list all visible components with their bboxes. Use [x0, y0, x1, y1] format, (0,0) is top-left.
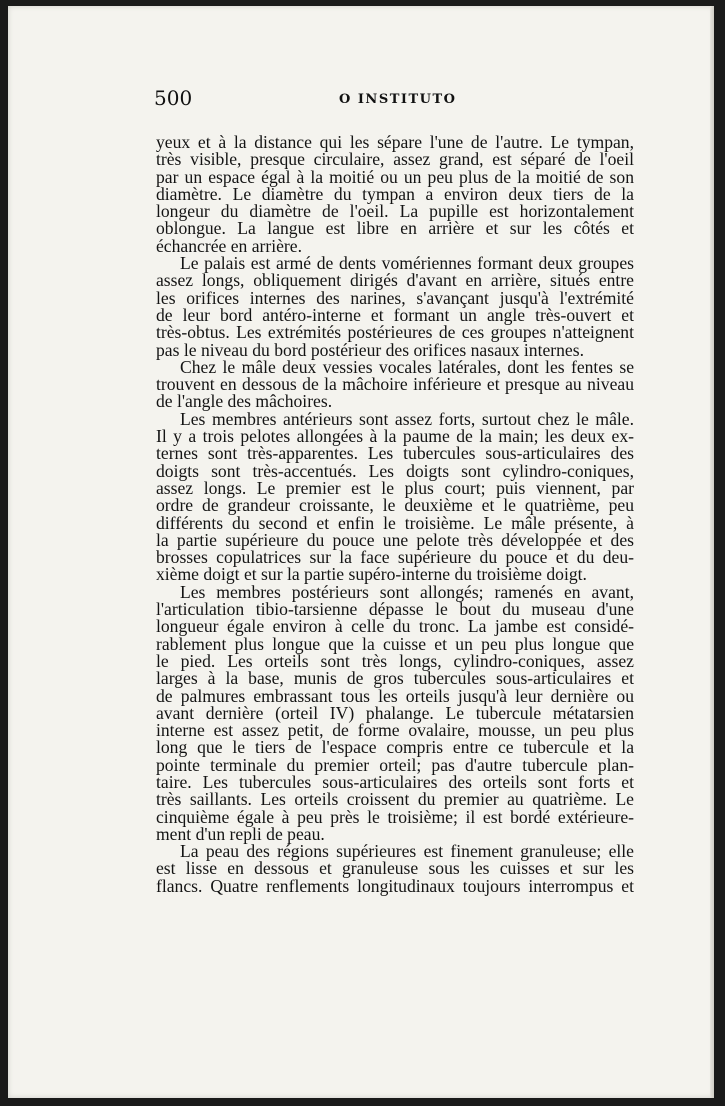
body-text — [156, 134, 634, 895]
text-line: très visible, presque circulaire, assez grand, est séparé de l'oeil — [156, 149, 634, 170]
text-line: xième doigt et sur la partie supéro-interne du troisième doigt. — [156, 564, 587, 585]
text-line: de palmures embrassant tous les orteils jusqu'à leur dernière ou — [156, 685, 634, 706]
text-line: différents du second et enfin le troisième. Le mâle présente, à — [156, 512, 634, 533]
paragraph-start: Chez le mâle deux vessies vocales latérales, dont les fentes se — [180, 356, 634, 377]
paragraph-start: Les membres postérieurs sont allongés; ramenés en avant, — [180, 581, 634, 602]
text-line: longueur égale environ à celle du tronc. La jambe est considé- — [156, 616, 634, 637]
text-line: le pied. Les orteils sont très longs, cylindro-coniques, assez — [156, 650, 634, 671]
text-line: yeux et à la distance qui les sépare l'une de l'autre. Le tympan, — [156, 132, 634, 152]
text-line: l'articulation tibio-tarsienne dépasse le bout du museau d'une — [156, 599, 634, 620]
text-line: par un espace égal à la moitié ou un peu plus de la moitié de son — [156, 166, 634, 187]
text-line: pas le niveau du bord postérieur des orifices nasaux internes. — [156, 339, 584, 360]
text-line: doigts sont très-accentués. Les doigts sont cylindro-coniques, — [156, 460, 634, 481]
text-line: flancs. Quatre renflements longitudinaux toujours interrompus et — [156, 875, 634, 896]
text-line: longeur du diamètre de l'oeil. La pupille est horizontalement — [156, 201, 634, 222]
text-line: les orifices internes des narines, s'avançant jusqu'à l'extrémité — [156, 287, 634, 308]
text-line: brosses copulatrices sur la face supérieure du pouce et du deu- — [156, 547, 634, 568]
text-line: la partie supérieure du pouce une pelote très développée et des — [156, 529, 634, 550]
text-line: est lisse en dessous et granuleuse sous les cuisses et sur les — [156, 858, 634, 879]
text-line: avant dernière (orteil IV) phalange. Le tubercule métatarsien — [156, 702, 634, 723]
text-line: de l'angle des mâchoires. — [156, 391, 333, 412]
text-line: long que le tiers de l'espace compris entre ce tubercule et la — [156, 737, 634, 758]
text-line: ordre de grandeur croissante, le deuxième et le quatrième, peu — [156, 495, 634, 516]
text-line: de leur bord antéro-interne et formant un angle très-ouvert et — [156, 304, 634, 325]
text-line: assez longs, obliquement dirigés d'avant en arrière, situés entre — [156, 270, 634, 291]
text-line: échancrée en arrière. — [156, 235, 302, 256]
text-line: ternes sont très-apparentes. Les tubercules sous-articulaires des — [156, 443, 634, 464]
text-line: très saillants. Les orteils croissent du premier au quatrième. Le — [156, 789, 634, 810]
running-title: O INSTITUTO — [339, 92, 457, 107]
document-page — [8, 6, 714, 1098]
text-line: pointe terminale du premier orteil; pas d'autre tubercule plan- — [156, 754, 634, 775]
text-line: assez longs. Le premier est le plus court; puis viennent, par — [156, 477, 634, 498]
paragraph-start: Les membres antérieurs sont assez forts, surtout chez le mâle. — [180, 408, 634, 429]
text-line: oblongue. La langue est libre en arrière et sur les côtés et — [156, 218, 634, 239]
paragraph-start: La peau des régions supérieures est finement granuleuse; elle — [180, 841, 634, 862]
text-line: cinquième égale à peu près le troisième; il est bordé extérieure- — [156, 806, 634, 827]
text-line: ment d'un repli de peau. — [156, 823, 325, 844]
page-number: 500 — [154, 86, 193, 110]
text-line: interne est assez petit, de forme ovalaire, mousse, un peu plus — [156, 720, 634, 741]
text-line: trouvent en dessous de la mâchoire inférieure et presque au niveau — [156, 374, 634, 395]
paragraph-start: Le palais est armé de dents vomériennes formant deux groupes — [180, 253, 634, 274]
text-line: très-obtus. Les extrémités postérieures de ces groupes n'atteignent — [156, 322, 634, 343]
text-line: taire. Les tubercules sous-articulaires des orteils sont forts et — [156, 771, 634, 792]
text-line: Il y a trois pelotes allongées à la paume de la main; les deux ex- — [156, 426, 634, 447]
text-line: diamètre. Le diamètre du tympan a environ deux tiers de la — [156, 183, 634, 204]
text-line: larges à la base, munis de gros tubercules sous-articulaires et — [156, 668, 634, 689]
scan-edge — [710, 6, 714, 1098]
page-header — [154, 86, 634, 116]
text-line: rablement plus longue que la cuisse et un peu plus longue que — [156, 633, 634, 654]
